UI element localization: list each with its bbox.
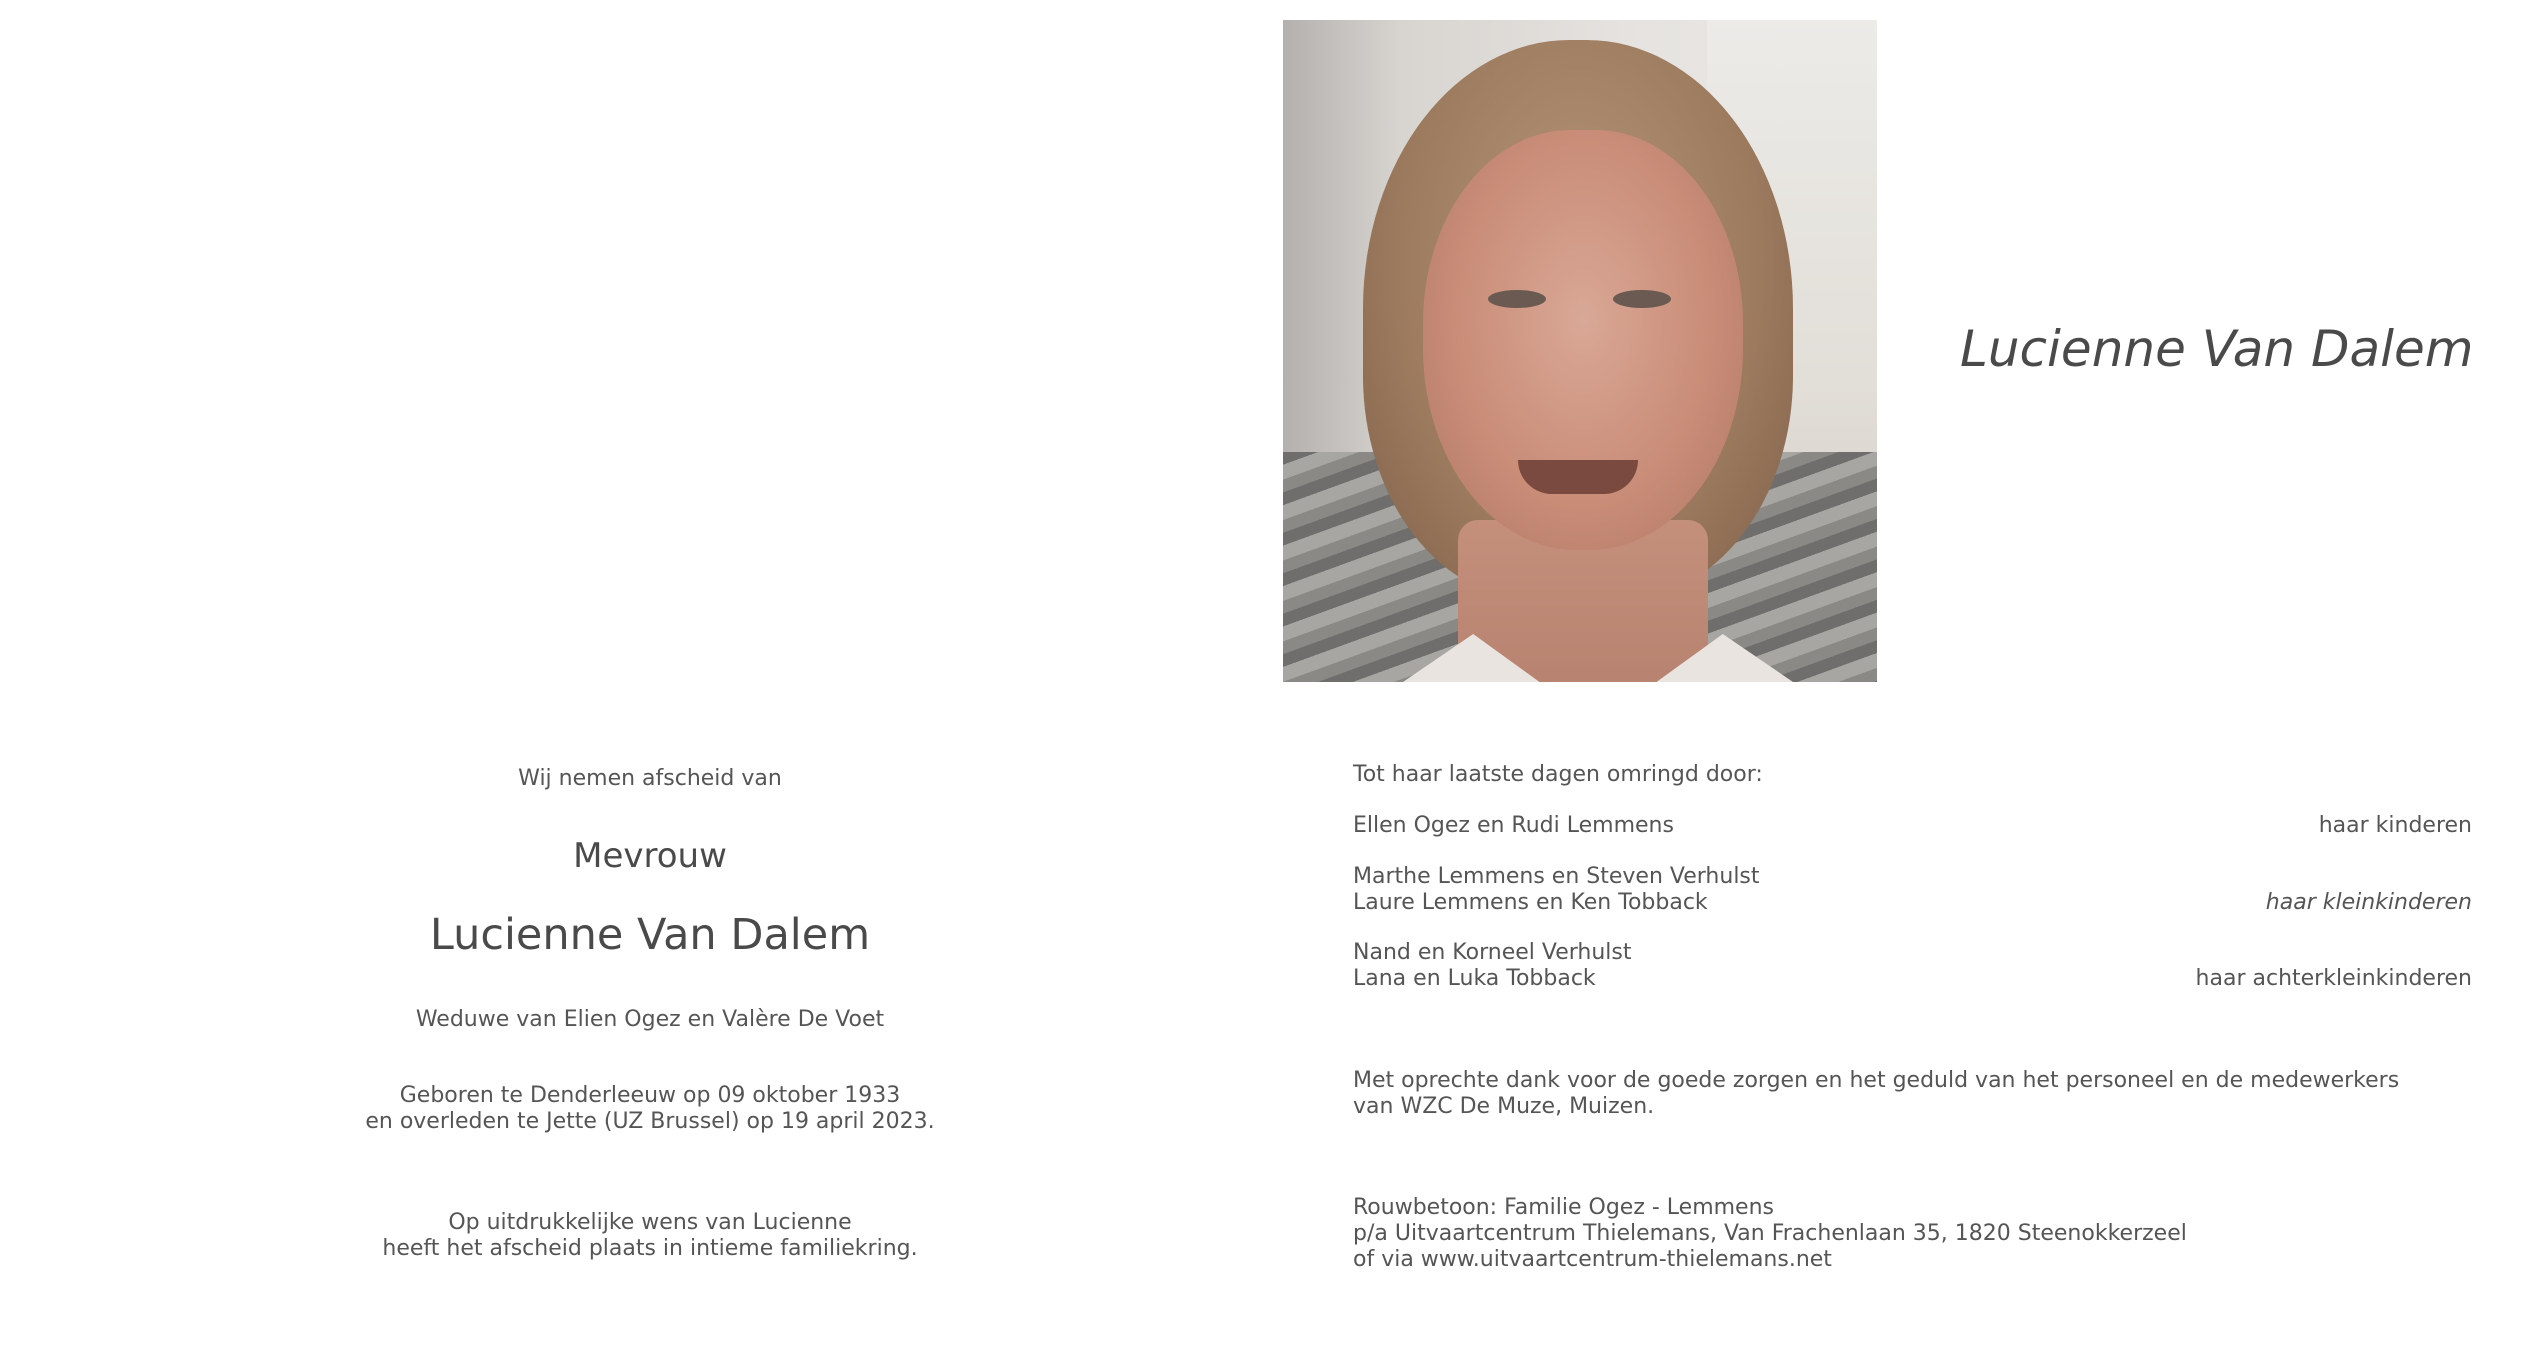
farewell-wish — [0, 1210, 1300, 1262]
photo-right-eye — [1613, 290, 1671, 308]
relation-grandchildren: haar kleinkinderen — [2265, 890, 2472, 915]
family-children-names — [1353, 813, 1674, 839]
wish-line-2: heeft het afscheid plaats in intieme familiekring. — [382, 1236, 918, 1261]
birth-line: Geboren te Denderleeuw op 09 oktober 1933 — [399, 1083, 901, 1108]
condolence-contact — [1353, 1195, 2187, 1273]
deceased-name: Lucienne Van Dalem — [429, 910, 871, 960]
thanks-line-2: van WZC De Muze, Muizen. — [1353, 1094, 1655, 1119]
deceased-name-heading: Lucienne Van Dalem — [1960, 320, 2474, 378]
family-grandchildren-names — [1353, 864, 1760, 916]
family-name-line: Marthe Lemmens en Steven Verhulst — [1353, 864, 1760, 889]
widow-line: Weduwe van Elien Ogez en Valère De Voet — [415, 1007, 885, 1032]
birth-death-dates — [0, 1083, 1300, 1135]
contact-line-2: p/a Uitvaartcentrum Thielemans, Van Frachenlaan 35, 1820 Steenokkerzeel — [1353, 1221, 2187, 1246]
contact-website: of via www.uitvaartcentrum-thielemans.net — [1353, 1247, 1832, 1272]
family-great-grandchildren-names — [1353, 940, 1632, 992]
wish-line-1: Op uitdrukkelijke wens van Lucienne — [448, 1210, 852, 1235]
surrounded-by-heading: Tot haar laatste dagen omringd door: — [1353, 762, 1763, 787]
photo-left-eye — [1488, 290, 1546, 308]
photo-mouth — [1518, 460, 1638, 494]
salutation: Mevrouw — [573, 836, 727, 876]
intro-text: Wij nemen afscheid van — [518, 766, 782, 791]
family-name-line: Ellen Ogez en Rudi Lemmens — [1353, 813, 1674, 838]
relation-great-grandchildren: haar achterkleinkinderen — [2195, 966, 2472, 991]
death-line: en overleden te Jette (UZ Brussel) op 19 april 2023. — [365, 1109, 935, 1134]
family-name-line: Laure Lemmens en Ken Tobback — [1353, 890, 1708, 915]
thanks-paragraph — [1353, 1068, 2399, 1120]
thanks-line-1: Met oprechte dank voor de goede zorgen en het geduld van het personeel en de medewerkers — [1353, 1068, 2400, 1093]
family-name-line: Lana en Luka Tobback — [1353, 966, 1596, 991]
portrait-photo — [1283, 20, 1877, 682]
relation-children: haar kinderen — [2318, 813, 2472, 838]
family-name-line: Nand en Korneel Verhulst — [1353, 940, 1632, 965]
contact-line-1: Rouwbetoon: Familie Ogez - Lemmens — [1353, 1195, 1774, 1220]
